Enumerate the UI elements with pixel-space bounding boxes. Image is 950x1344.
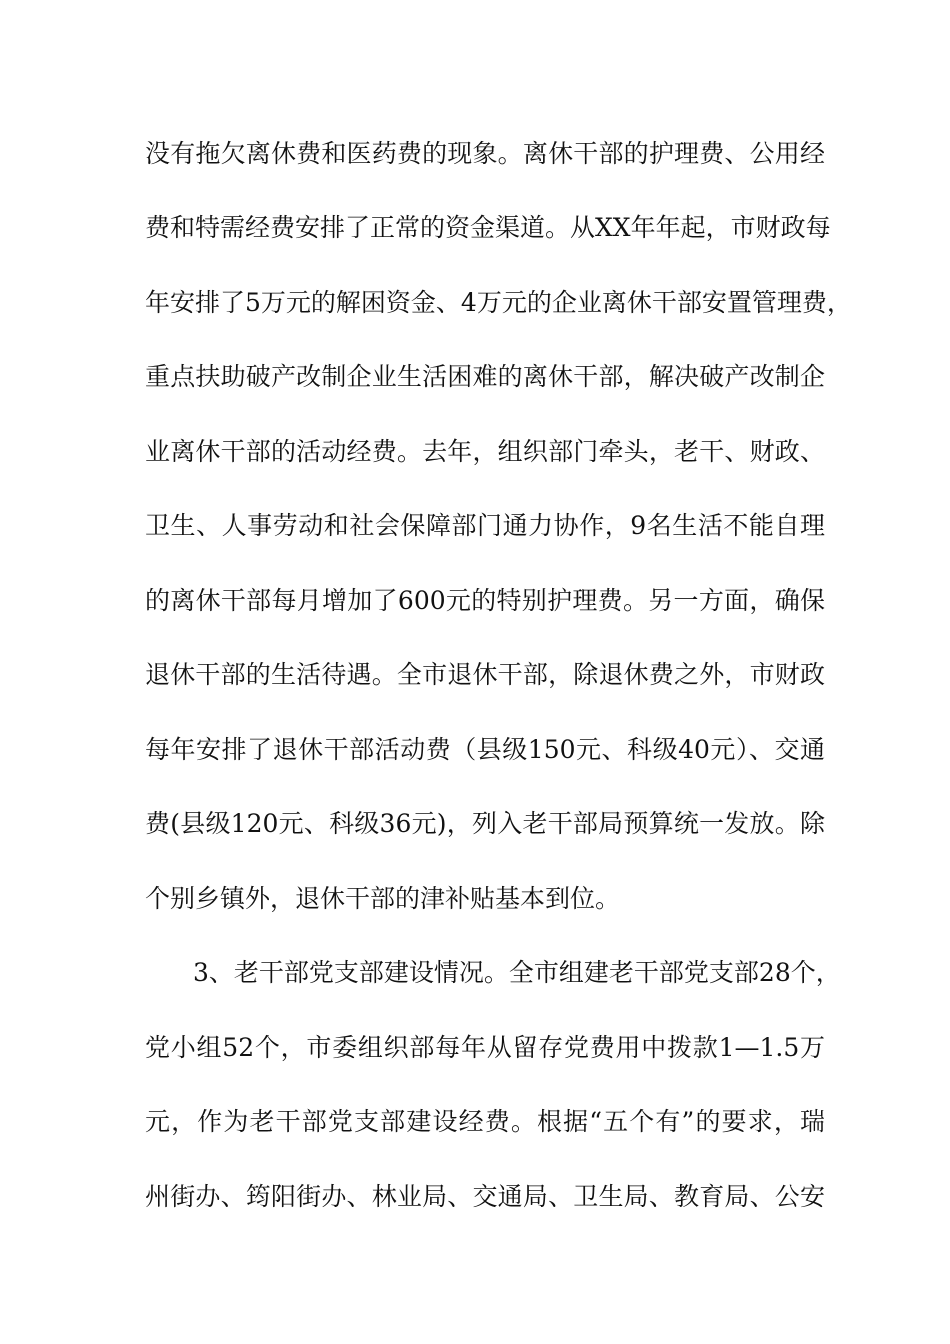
paragraph-start-line: 3、老干部党支部建设情况。全市组建老干部党支部28个， [193, 958, 841, 987]
text-line: 业离休干部的活动经费。去年，组织部门牵头，老干、财政、 [145, 437, 825, 466]
text-line: 退休干部的生活待遇。全市退休干部，除退休费之外，市财政 [145, 660, 825, 689]
text-line: 州街办、筠阳街办、林业局、交通局、卫生局、教育局、公安 [145, 1182, 825, 1211]
paragraph-end-line: 个别乡镇外，退休干部的津补贴基本到位。 [145, 884, 621, 913]
text-line: 重点扶助破产改制企业生活困难的离休干部，解决破产改制企 [145, 362, 825, 391]
text-line: 没有拖欠离休费和医药费的现象。离休干部的护理费、公用经 [145, 139, 825, 168]
text-line: 元，作为老干部党支部建设经费。根据“五个有”的要求，瑞 [145, 1107, 825, 1136]
text-line: 卫生、人事劳动和社会保障部门通力协作，9名生活不能自理 [145, 511, 825, 540]
text-line: 的离休干部每月增加了600元的特别护理费。另一方面，确保 [145, 586, 825, 615]
text-line: 费和特需经费安排了正常的资金渠道。从XX年年起，市财政每 [145, 213, 831, 242]
text-line: 每年安排了退休干部活动费（县级150元、科级40元）、交通 [145, 735, 825, 764]
text-line: 费(县级120元、科级36元)，列入老干部局预算统一发放。除 [145, 809, 825, 838]
text-line: 年安排了5万元的解困资金、4万元的企业离休干部安置管理费， [145, 288, 852, 317]
text-line: 党小组52个，市委组织部每年从留存党费用中拨款1—1.5万 [145, 1033, 825, 1062]
